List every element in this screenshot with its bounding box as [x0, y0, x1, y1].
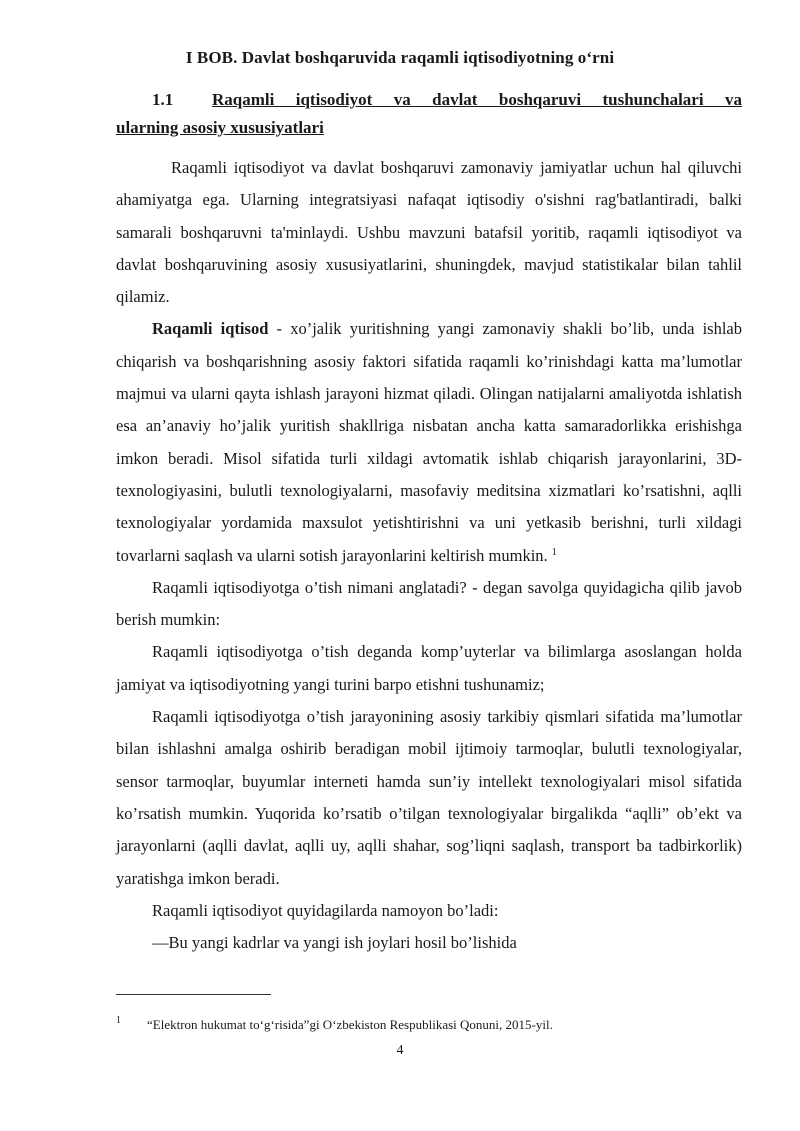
paragraph-components: Raqamli iqtisodiyotga o’tish jarayonining asosiy tarkibiy qismlari sifatida ma’lumotlar bilan ishlashni amalga oshirib beradigan mobil ijtimoiy tarmoqlar, bulutli texnologiyalar, sensor tarmoqlar, buyumlar interneti hamda sun’iy intellekt texnologiyalari misol sifatida ko’rsatish mumkin. Yuqorida ko’rsatib o’tilgan texnologiyalar birgalikda “aqlli” ob’ekt va jarayonlarni (aqlli davlat, aqlli uy, aqlli shahar, sog’liqni saqlash, transport ba tadbirkorlik) yaratishga imkon beradi. — [116, 707, 742, 888]
bullet-item: —Bu yangi kadrlar va yangi ish joylari hosil bo’lishida — [152, 933, 517, 953]
chapter-title: I BOB. Davlat boshqaruvida raqamli iqtisodiyotning o‘rni — [185, 48, 615, 67]
section-number: 1.1 — [152, 90, 174, 109]
footnote-mark: 1 — [116, 1015, 121, 1026]
footnote-text: “Elektron hukumat to‘g‘risida”gi O‘zbekiston Respublikasi Qonuni, 2015-yil. — [147, 1017, 553, 1032]
section-title-line1: Raqamli iqtisodiyot va davlat boshqaruvi tushunchalari va — [212, 90, 742, 109]
footnote-reference[interactable]: 1 — [551, 546, 557, 558]
paragraph-definition — [116, 313, 742, 571]
paragraph-question: Raqamli iqtisodiyotga o’tish nimani anglatadi? - degan savolga quyidagicha qilib javob berish mumkin: — [116, 577, 742, 630]
paragraph-intro: Raqamli iqtisodiyot va davlat boshqaruvi zamonaviy jamiyatlar uchun hal qiluvchi ahamiyatga ega. Ularning integratsiyasi nafaqat iqtisodiy o'sishni rag'batlantiradi, balki samarali boshqaruvni ta'minlaydi. Ushbu mavzuni batafsil yoritib, raqamli iqtisodiyot va davlat boshqaruvining asosiy xususiyatlarini, shuningdek, mavjud statistikalar bilan tahlil qilamiz. — [116, 158, 742, 307]
paragraph-manifests: Raqamli iqtisodiyot quyidagilarda namoyon bo’ladi: — [152, 900, 499, 920]
body-text — [116, 152, 742, 959]
page-number: 4 — [396, 1043, 404, 1058]
definition-text: - xo’jalik yuritishning yangi zamonaviy shakli bo’lib, unda ishlab chiqarish va boshqarishning asosiy faktori sifatida raqamli ko’rinishdagi katta ma’lumotlar majmui va ularni qayta ishlash jarayoni hizmat qiladi. Olingan natijalarni amaliyotda ishlatish esa an’anaviy ho’jalik yuritish shakllriga nisbatan ancha katta samaradorlikka erishishga imkon beradi. Misol sifatida turli xildagi avtomatik ishlab chiqarish jarayonlarini, 3D-texnologiyasini, bulutli texnologiyalarni, masofaviy meditsina xizmatlari ko’rsatishni, aqlli texnologiyalar yordamida maxsulot yetishtirishni va uni yetkasib berishni, turli xildagi tovarlarni saqlash va ularni sotish jarayonlarini keltirish mumkin. — [116, 319, 742, 565]
footnote-divider — [116, 994, 271, 995]
paragraph-answer: Raqamli iqtisodiyotga o’tish deganda komp’uyterlar va bilimlarga asoslangan holda jamiyat va iqtisodiyotning yangi turini barpo etishni tushunamiz; — [116, 642, 742, 694]
section-title-line2: ularning asosiy xususiyatlari — [116, 118, 324, 137]
definition-term: Raqamli iqtisod — [152, 319, 269, 339]
